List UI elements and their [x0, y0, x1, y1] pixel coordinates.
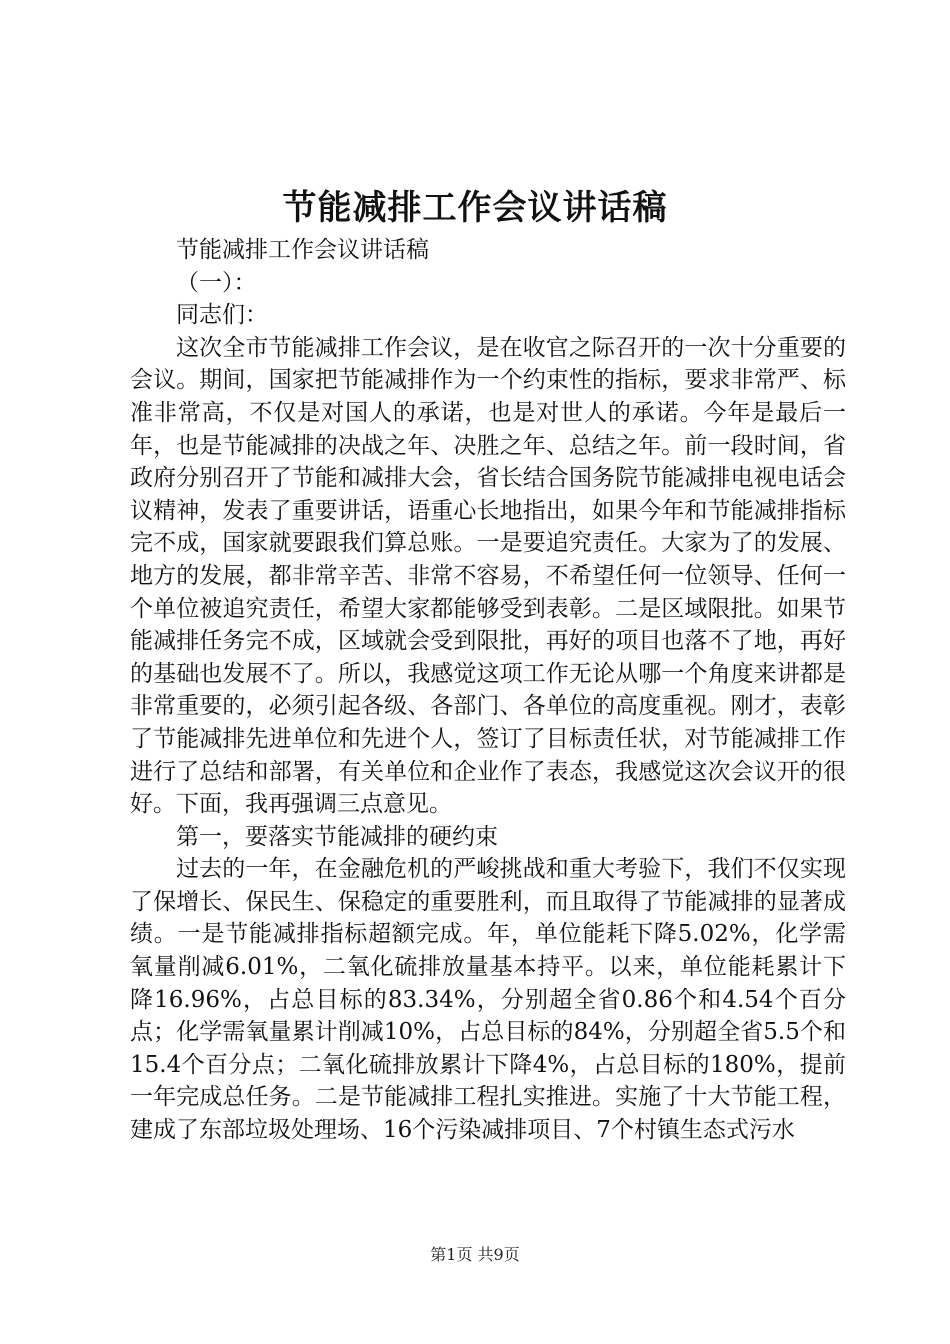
paragraph-1: 这次全市节能减排工作会议，是在收官之际召开的一次十分重要的会议。期间，国家把节能减排作为一个约束性的指标，要求非常严、标准非常高，不仅是对国人的承诺，也是对世人的承诺。今年是最后一年，也是节能减排的决战之年、决胜之年、总结之年。前一段时间，省政府分别召开了节能和减排大会，省长结合国务院节能减排电视电话会议精神，发表了重要讲话，语重心长地指出，如果今年和节能减排指标完不成，国家就要跟我们算总账。一是要追究责任。大家为了的发展、地方的发展，都非常辛苦、非常不容易，不希望任何一位领导、任何一个单位被追究责任，希望大家都能够受到表彰。二是区域限批。如果节能减排任务完不成，区域就会受到限批，再好的项目也落不了地，再好的基础也发展不了。所以，我感觉这项工作无论从哪一个角度来讲都是非常重要的，必须引起各级、各部门、各单位的高度重视。刚才，表彰了节能减排先进单位和先进个人，签订了目标责任状，对节能减排工作进行了总结和部署，有关单位和企业作了表态，我感觉这次会议开的很好。下面，我再强调三点意见。 — [130, 334, 846, 818]
document-body — [130, 234, 846, 1147]
section-marker: （一）： — [176, 269, 257, 296]
heading-first-point: 第一，要落实节能减排的硬约束 — [176, 823, 498, 850]
salutation: 同志们： — [176, 302, 268, 329]
document-title: 节能减排工作会议讲话稿 — [282, 188, 668, 228]
page-number-footer: 第1页 共9页 — [430, 1245, 520, 1264]
subtitle: 节能减排工作会议讲话稿 — [176, 237, 429, 263]
paragraph-2: 过去的一年，在金融危机的严峻挑战和重大考验下，我们不仅实现了保增长、保民生、保稳定的重要胜利，而且取得了节能减排的显著成绩。一是节能减排指标超额完成。年，单位能耗下降5.02%，化学需氧量削减6.01%，二氧化硫排放量基本持平。以来，单位能耗累计下降16.96%，占总目标的83.34%，分别超全省0.86个和4.54个百分点；化学需氧量累计削减10%，占总目标的84%，分别超全省5.5个和15.4个百分点；二氧化硫排放累计下降4%，占总目标的180%，提前一年完成总任务。二是节能减排工程扎实推进。实施了十大节能工程，建成了东部垃圾处理场、16个污染减排项目、7个村镇生态式污水 — [130, 856, 846, 1144]
